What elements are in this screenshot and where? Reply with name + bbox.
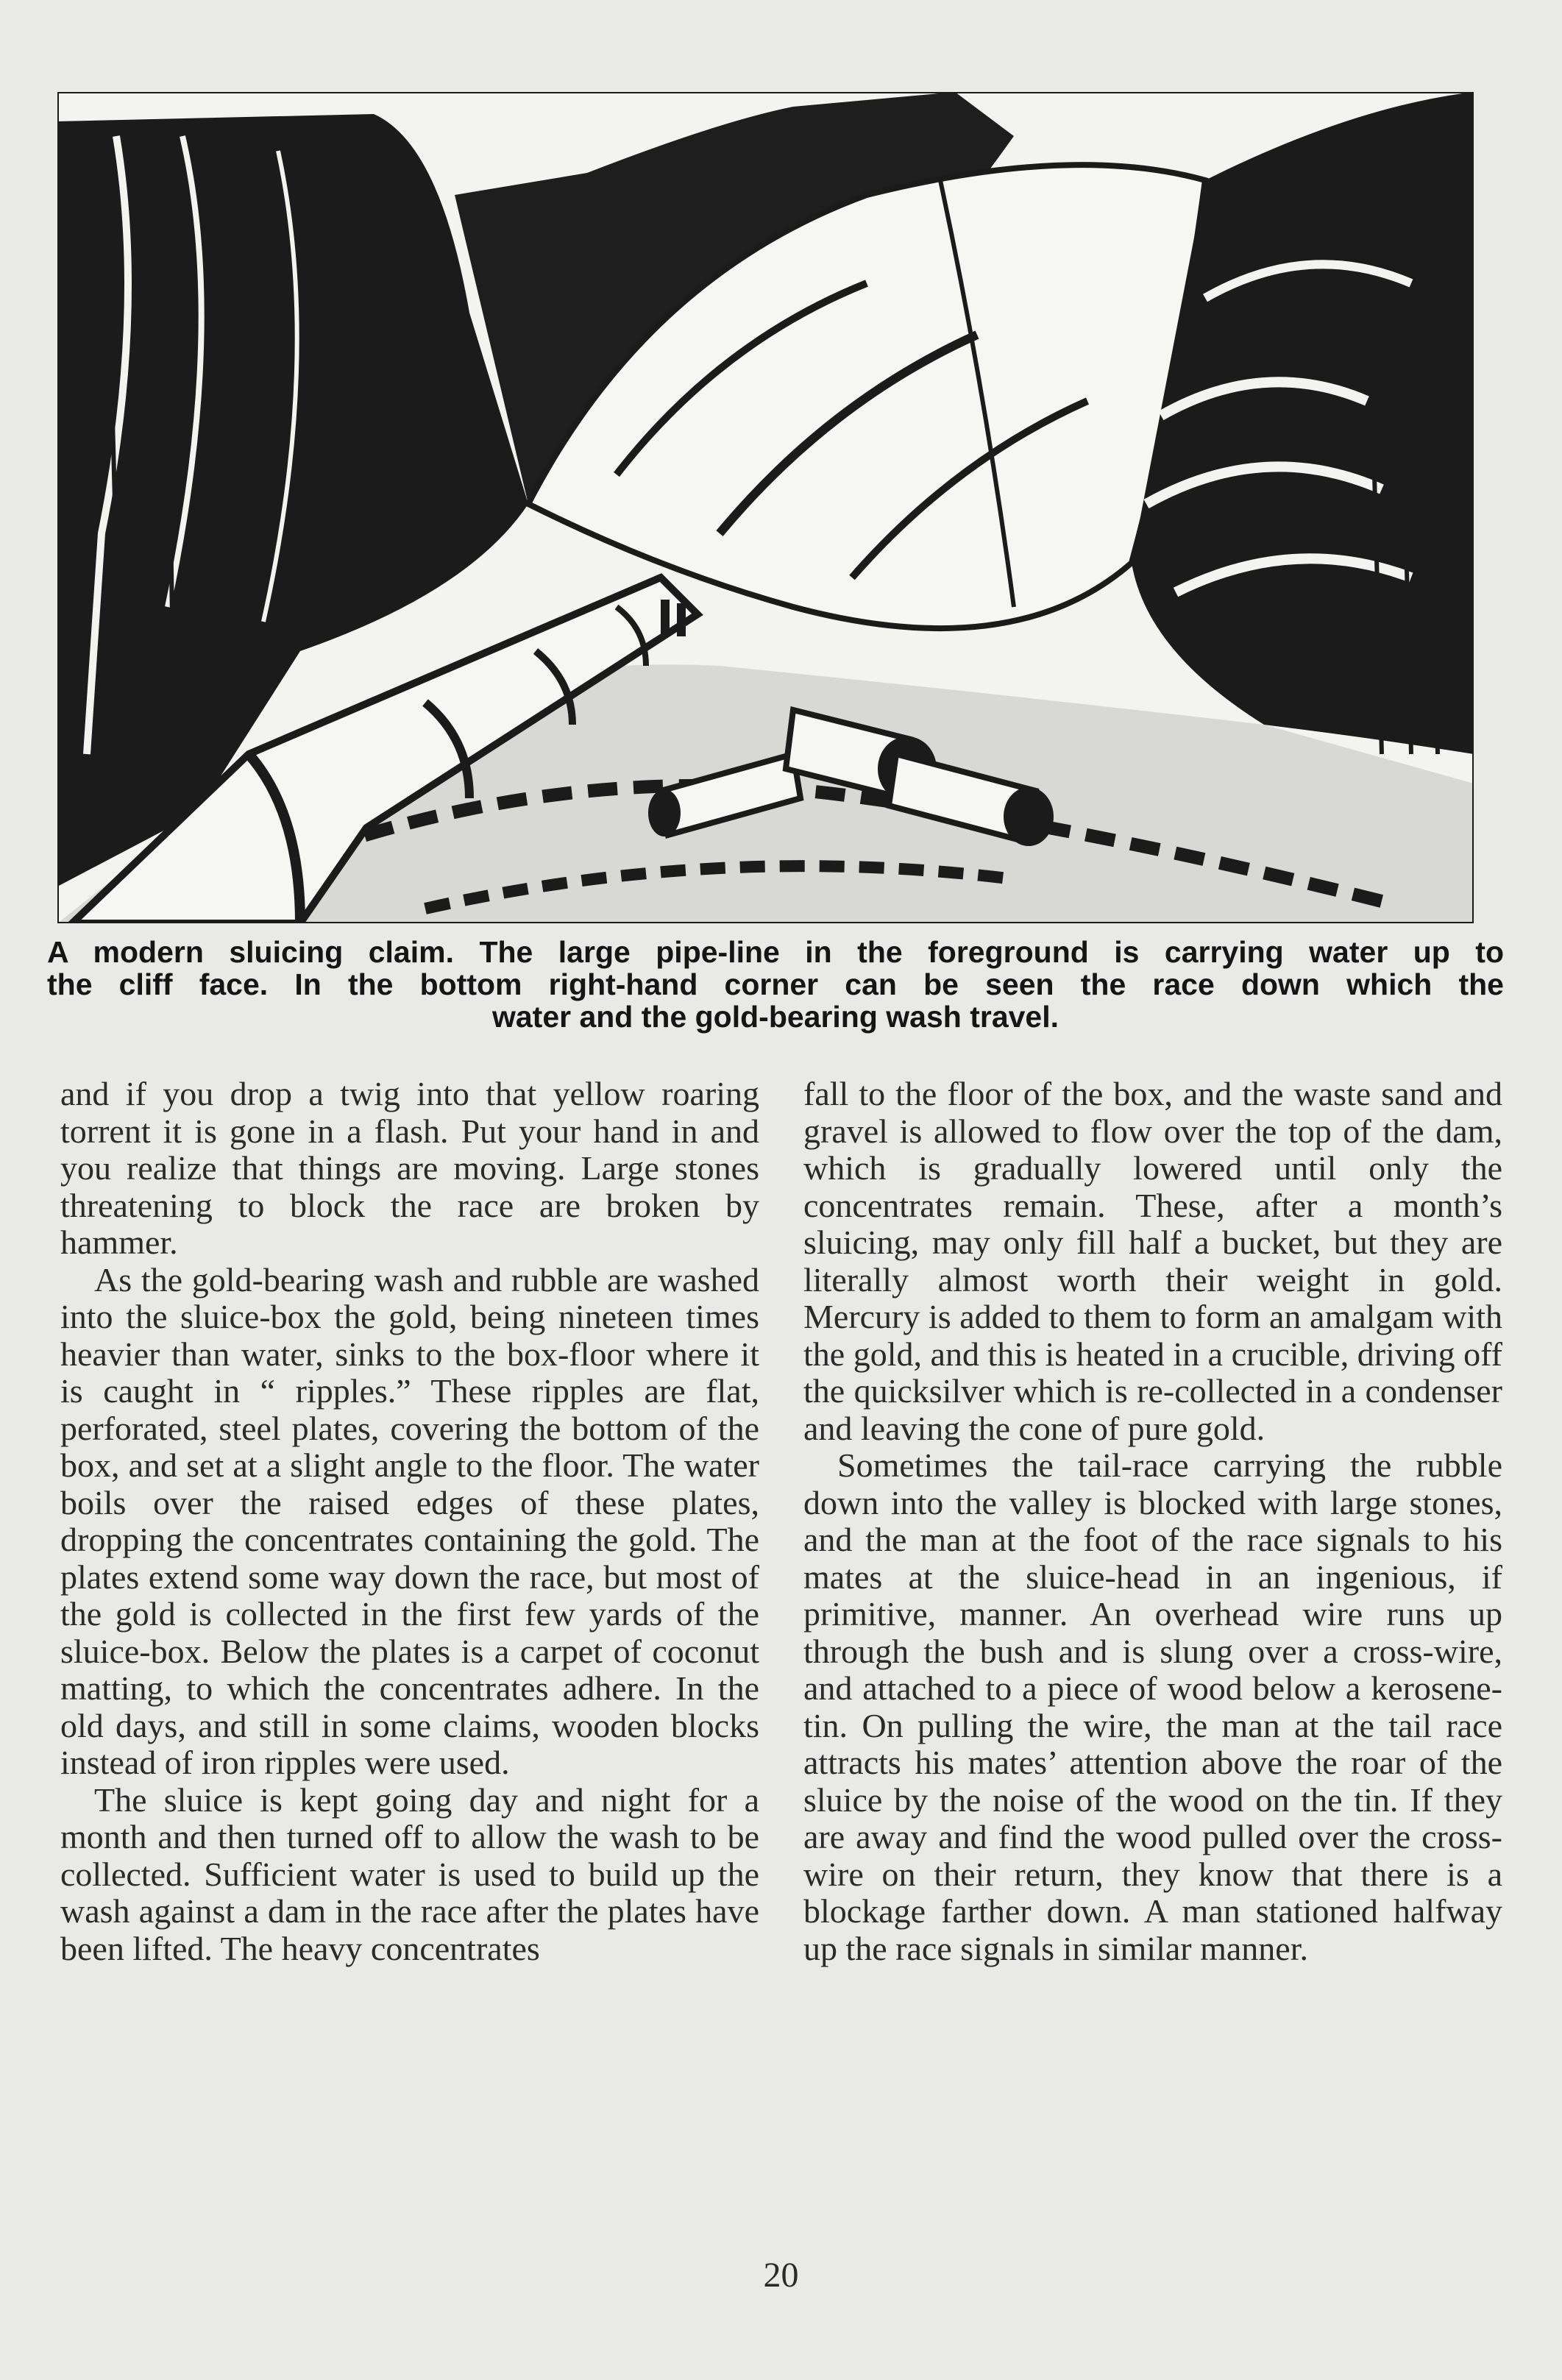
body-paragraph: Sometimes the tail-race carrying the rubble down into the valley is blocked with large stones, and the man at the foot of the race signals to his mates at the sluice-head in an ingenious, if primitive, manner. An overhead wire runs up through the bush and is slung over a cross-wire, and attached to a piece of wood below a kerosene-tin. On pulling the wire, the man at the tail race attracts his mates’ attention above the roar of the sluice by the noise of the wood on the tin. If they are away and find the wood pulled over the cross-wire on their return, they know that there is a blockage farther down. A man stationed halfway up the race signals in similar manner.	[803, 1446, 1502, 1967]
left-column	[60, 1076, 759, 1967]
body-paragraph: and if you drop a twig into that yellow roaring torrent it is gone in a flash. Put your hand in and you realize that things are moving. Large stones threatening to block the race are broken by hammer.	[60, 1075, 759, 1261]
caption-line-1: A modern sluicing claim. The large pipe-line in the foreground is carrying water up to	[47, 935, 1504, 969]
body-paragraph: fall to the floor of the box, and the waste sand and gravel is allowed to flow over the top of the dam, which is gradually lowered until only the concentrates remain. These, after a month’s sluicing, may only fill half a bucket, but they are literally almost worth their weight in gold. Mercury is added to them to form an amalgam with the gold, and this is heated in a crucible, driving off the quicksilver which is re-collected in a condenser and leaving the cone of pure gold.	[803, 1075, 1502, 1447]
figure-caption	[47, 936, 1504, 1033]
page-number: 20	[763, 2256, 799, 2295]
caption-line-3: water and the gold-bearing wash travel.	[491, 1000, 1059, 1034]
woodcut-drawing	[57, 92, 1474, 923]
body-paragraph: As the gold-bearing wash and rubble are washed into the sluice-box the gold, being nineteen times heavier than water, sinks to the box-floor where it is caught in “ ripples.” These ripples are flat, perforated, steel plates, covering the bottom of the box, and set at a slight angle to the floor. The water boils over the raised edges of these plates, dropping the concentrates containing the gold. The plates extend some way down the race, but most of the gold is collected in the first few yards of the sluice-box. Below the plates is a carpet of coconut matting, to which the concentrates adhere. In the old days, and still in some claims, wooden blocks instead of iron ripples were used.	[60, 1260, 759, 1781]
sluicing-claim-illustration	[57, 92, 1474, 923]
body-paragraph: The sluice is kept going day and night for a month and then turned off to allow the wash to be collected. Sufficient water is used to build up the wash against a dam in the race after the plates have been lifted. The heavy concentrates	[60, 1780, 759, 1967]
caption-line-2: the cliff face. In the bottom right-hand corner can be seen the race down which the	[47, 967, 1504, 1001]
right-column	[803, 1076, 1502, 1967]
